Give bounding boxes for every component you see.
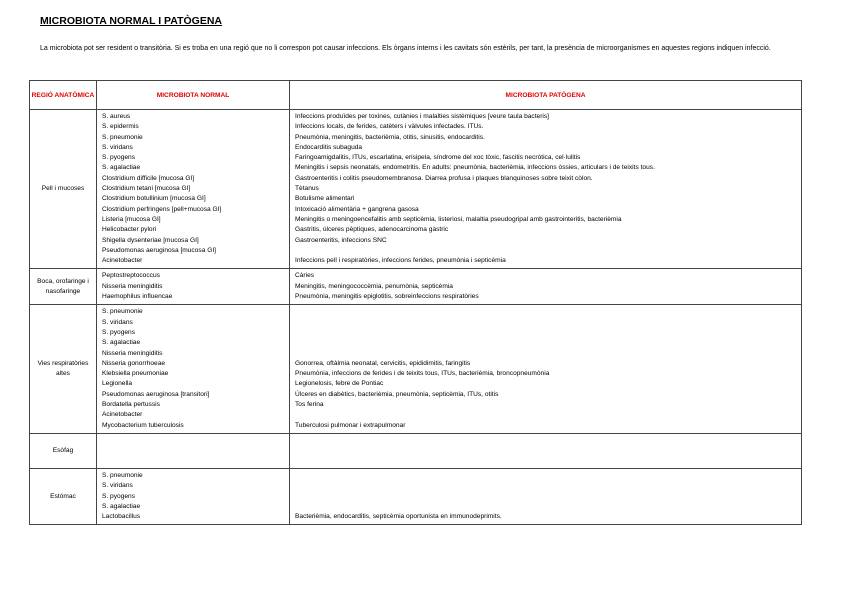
pathology-item	[295, 349, 798, 359]
header-region: REGIÓ ANATÒMICA	[30, 81, 97, 110]
region-cell: Estómac	[30, 468, 97, 524]
organism-item: S. viridans	[102, 318, 133, 326]
organism-item: S. pyogens	[102, 492, 135, 500]
organism-item: Shigella dysenteriae [mucosa GI]	[102, 236, 199, 244]
table-row	[30, 269, 802, 305]
normal-microbiota-cell	[97, 468, 290, 524]
organism-item: Listeria [mucosa GI]	[102, 215, 161, 223]
header-normal: MICROBIOTA NORMAL	[97, 81, 290, 110]
organism-item: Nisseria gonorrhoeae	[102, 359, 166, 367]
pathology-item	[295, 338, 798, 348]
pathology-item: Meningitis, meningococcèmia, penumònia, septicèmia	[295, 282, 453, 290]
table-row	[30, 468, 802, 524]
organism-item: Clostridium botullinium [mucosa GI]	[102, 195, 206, 203]
organism-item: Helicobacter pylori	[102, 226, 157, 234]
organism-item: Legionella	[102, 380, 133, 388]
header-pathogenic: MICROBIOTA PATÒGENA	[290, 81, 802, 110]
pathology-item	[295, 246, 798, 256]
table-row	[30, 433, 802, 468]
pathology-item	[295, 502, 798, 512]
table-header-row	[30, 81, 802, 110]
organism-item: Clostridium perfringens [pell+mucosa GI]	[102, 205, 222, 213]
pathogenic-microbiota-cell	[290, 305, 802, 434]
organism-item: S. pneumonie	[102, 471, 143, 479]
organism-item: Nisseria meningiditis	[102, 349, 163, 357]
pathology-item: Endocarditis subaguda	[295, 143, 363, 151]
region-cell: Esòfag	[30, 433, 97, 468]
organism-item: S. agalactiae	[102, 164, 141, 172]
organism-item: S. aureus	[102, 113, 131, 120]
intro-paragraph: La microbiota pot ser resident o transitòria. Si es troba en una regió que no li correspon pot causar infeccions. Els òrgans interns i les cavitats són estèrils, per tant, la presència de microorganismes en aquestes regions indiquen infecció.	[40, 45, 771, 52]
organism-item: S. pneumonie	[102, 308, 143, 316]
organism-item: S. epidermis	[102, 123, 139, 131]
pathology-item: Bacterièmia, endocarditis, septicèmia oportunista en immunodeprimits.	[295, 513, 502, 521]
table-row	[30, 110, 802, 269]
pathology-item: Gastroenteritis i colitis pseudomembranosa. Diarrea profusa i plaques blanquinoses sobre teixit còlon.	[295, 174, 593, 182]
organism-item: Nisseria meningiditis	[102, 282, 163, 290]
table-body	[30, 110, 802, 525]
organism-item: S. viridans	[102, 143, 133, 151]
organism-item: Acinetobacter	[102, 411, 143, 419]
region-cell: Boca, orofaringe i nasofaringe	[30, 269, 97, 305]
pathology-item: Pneumònia, meningitis, bacterièmia, otitis, sinusitis, endocarditis.	[295, 133, 485, 141]
organism-item: S. agalactiae	[102, 339, 141, 347]
organism-item: Acinetobacter	[102, 257, 143, 265]
pathology-item: Infeccions pell i respiratòries, infeccions ferides, pneumònia i septicèmia	[295, 257, 506, 265]
organism-item: S. viridans	[102, 482, 133, 490]
pathology-item	[295, 481, 798, 491]
organism-item: Peptostreptococcus	[102, 272, 160, 280]
pathology-item: Gonorrea, oftàlmia neonatal, cervicitis, epididimitis, faringitis	[295, 359, 471, 367]
pathology-item: Faringoamigdalitis, ITUs, escarlatina, erisipela, síndrome del xoc tòxic, fascitis necròtica, cel·lulitis	[295, 154, 581, 162]
normal-microbiota-cell	[97, 110, 290, 269]
pathogenic-microbiota-cell	[290, 110, 802, 269]
normal-microbiota-cell	[97, 305, 290, 434]
pathology-item: Infeccions locals, de ferides, catèters i vàlvules infectades. ITUs.	[295, 123, 484, 131]
pathology-item: Meningitis o meningoencefalitis amb septicèmia, listeriosi, malaltia pseudogripal amb gastrointeritis, bacterièmia	[295, 215, 622, 223]
organism-item: Pseudomonas aeruginosa [transitori]	[102, 390, 210, 398]
organism-item: S. pneumonie	[102, 133, 143, 141]
pathology-item	[295, 307, 798, 317]
organism-item: Pseudomonas aeruginosa [mucosa GI]	[102, 246, 216, 254]
pathology-item: Pneumònia, meningitis epiglotitis, sobreinfeccions respiratòries	[295, 293, 479, 301]
pathology-item	[295, 328, 798, 338]
organism-item: S. pyogens	[102, 328, 135, 336]
pathology-item	[295, 492, 798, 502]
pathology-item: Intoxicació alimentària + gangrena gasosa	[295, 205, 419, 213]
organism-item: Clostridium difficile [mucosa GI]	[102, 174, 195, 182]
organism-item: Mycobacterium tuberculosis	[102, 421, 184, 429]
organism-item: Lactobacillus	[102, 513, 141, 521]
pathology-item	[295, 410, 798, 420]
page-title: MICROBIOTA NORMAL I PATÒGENA	[40, 15, 222, 27]
pathology-item	[295, 471, 798, 481]
pathology-item: Tètanus	[295, 185, 319, 193]
pathology-item	[295, 318, 798, 328]
pathogenic-microbiota-cell	[290, 468, 802, 524]
pathology-item: Legionelosis, febre de Pontiac	[295, 380, 384, 388]
organism-item: S. agalactiae	[102, 502, 141, 510]
organism-item: Bordatella pertussis	[102, 401, 160, 409]
pathology-item: Tuberculosi pulmonar i extrapulmonar	[295, 421, 406, 429]
pathology-item: Botulisme alimentari	[295, 195, 355, 203]
organism-item: Clostridium tetani [mucosa GI]	[102, 185, 191, 193]
organism-item: S. pyogens	[102, 154, 135, 162]
pathology-item: Pneumònia, infeccions de ferides i de teixits tous, ITUs, bacterièmia, broncopneumònia	[295, 370, 550, 378]
pathogenic-microbiota-cell	[290, 269, 802, 305]
region-cell: Pell i mucoses	[30, 110, 97, 269]
organism-item: Klebsiella pneumoniae	[102, 370, 169, 378]
microbiota-table	[29, 80, 802, 525]
pathology-item: Càries	[295, 272, 315, 280]
pathology-item: Gastritis, úlceres pèptiques, adenocarcinoma gàstric	[295, 226, 449, 234]
pathology-item: Infeccions produïdes per toxines, cutànies i malalties sistèmiques [veure taula bacteris]	[295, 113, 549, 120]
region-cell: Vies respiratòries altes	[30, 305, 97, 434]
organism-item: Haemophilus influencae	[102, 293, 173, 301]
pathology-item: Tos ferina	[295, 401, 324, 409]
pathology-item: Gastroenteritis, infeccions SNC	[295, 236, 387, 244]
normal-microbiota-cell	[97, 433, 290, 468]
pathology-item: Úlceres en diabètics, bacterièmia, pneumònia, septicèmia, ITUs, otitis	[295, 390, 499, 398]
normal-microbiota-cell	[97, 269, 290, 305]
table-row	[30, 305, 802, 434]
pathology-item: Meningitis i sepsis neonatals, endometritis. En adults: pneumònia, bacterièmia, infeccions òssies, articulars i de teixits tous.	[295, 164, 655, 172]
pathogenic-microbiota-cell	[290, 433, 802, 468]
